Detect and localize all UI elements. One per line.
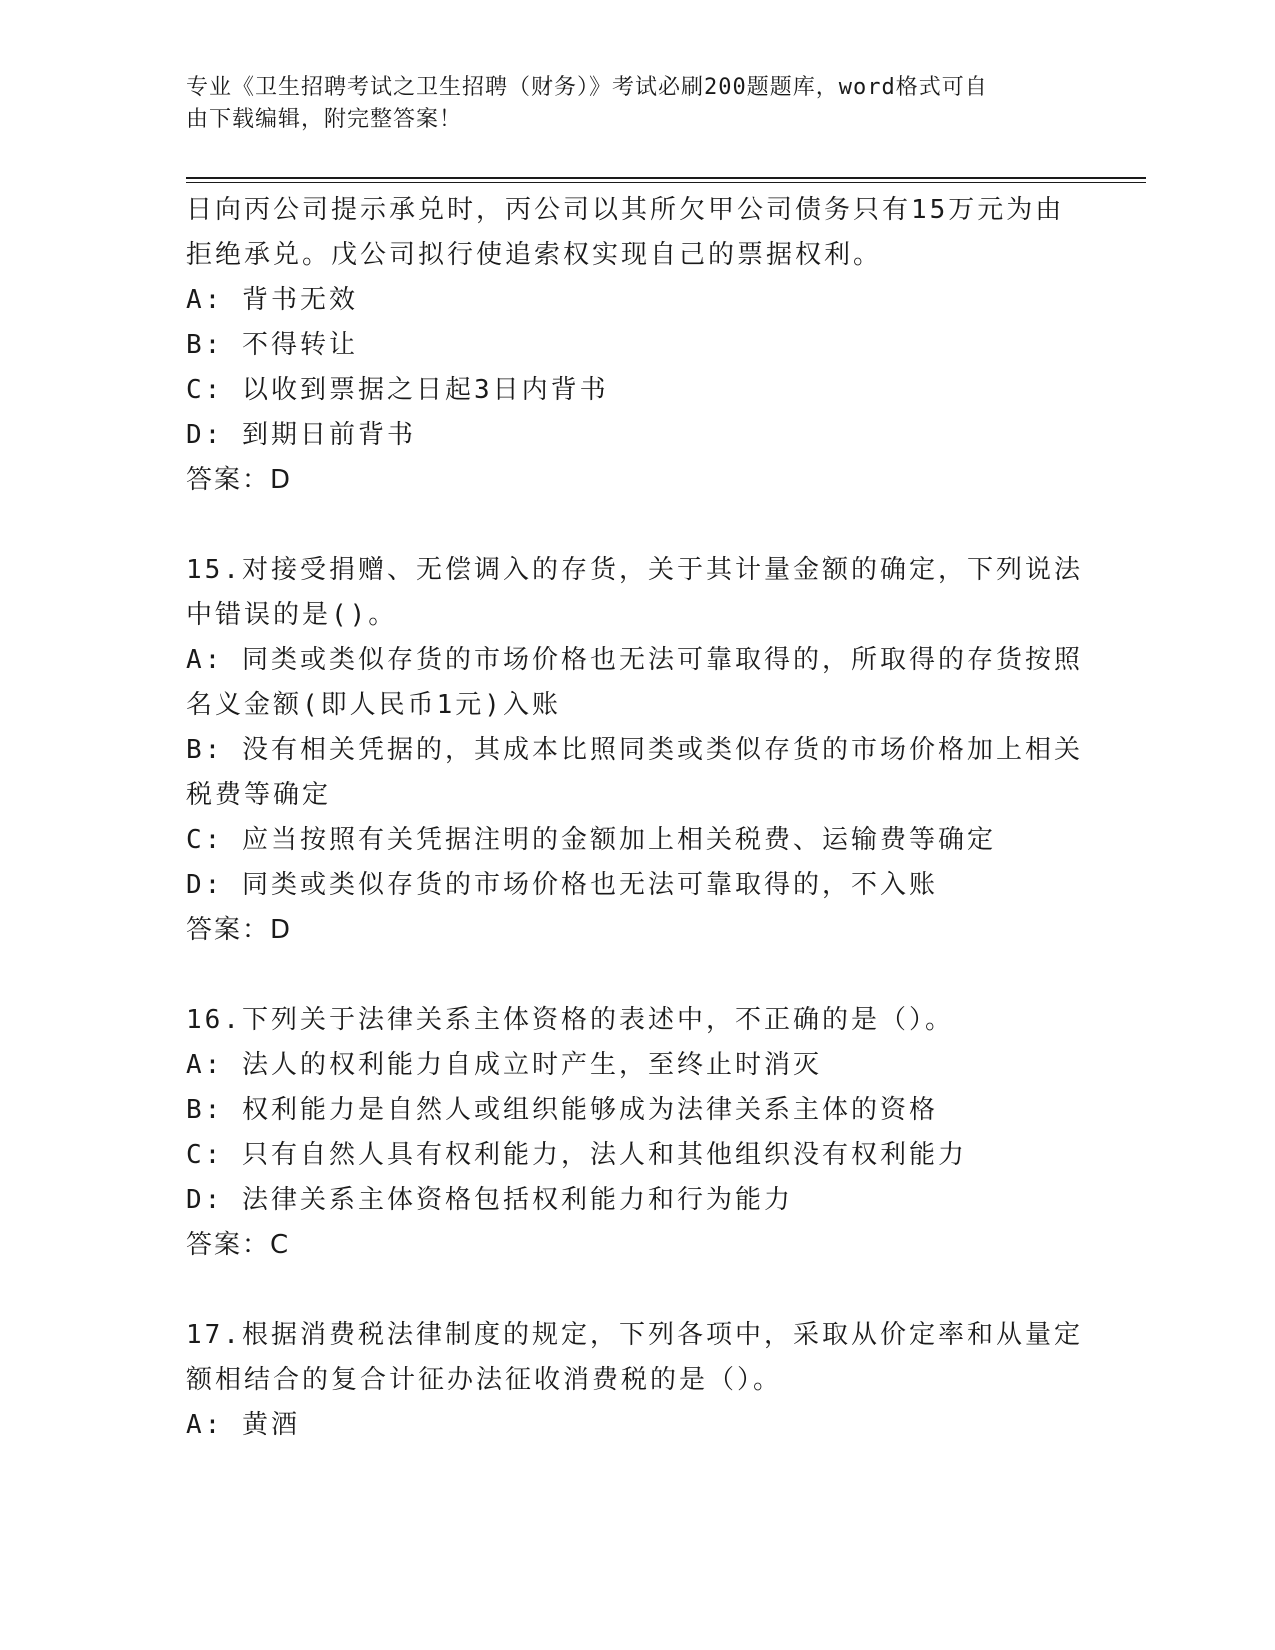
- header-title-line-1: 专业《卫生招聘考试之卫生招聘（财务）》考试必刷200题题库，word格式可自: [186, 75, 988, 100]
- header-title-line-2: 由下载编辑，附完整答案！: [186, 107, 463, 132]
- question-15-option-b-line-1: B: 没有相关凭据的，其成本比照同类或类似存货的市场价格加上相关: [186, 735, 1083, 765]
- question-14-option-d: D: 到期日前背书: [186, 420, 416, 450]
- question-17: [186, 1313, 1086, 1448]
- spacer: [186, 503, 1086, 548]
- spacer: [186, 953, 1086, 998]
- question-14-option-c: C: 以收到票据之日起3日内背书: [186, 375, 609, 405]
- question-15-option-c: C: 应当按照有关凭据注明的金额加上相关税费、运输费等确定: [186, 825, 996, 855]
- header-rule-thin: [186, 182, 1146, 183]
- spacer: [186, 1268, 1086, 1313]
- question-15-option-a-line-2: 名义金额(即人民币1元)入账: [186, 690, 561, 720]
- question-14-stem-line-2: 拒绝承兑。戊公司拟行使追索权实现自己的票据权利。: [186, 240, 883, 270]
- question-17-stem-line-1: 17.根据消费税法律制度的规定，下列各项中，采取从价定率和从量定: [186, 1320, 1083, 1350]
- question-16-option-c: C: 只有自然人具有权利能力，法人和其他组织没有权利能力: [186, 1140, 967, 1170]
- question-15-answer: 答案：D: [186, 915, 293, 945]
- question-16-option-b: B: 权利能力是自然人或组织能够成为法律关系主体的资格: [186, 1095, 938, 1125]
- question-15-option-d: D: 同类或类似存货的市场价格也无法可靠取得的，不入账: [186, 870, 938, 900]
- question-15-option-a-line-1: A: 同类或类似存货的市场价格也无法可靠取得的，所取得的存货按照: [186, 645, 1083, 675]
- question-15-stem-line-1: 15.对接受捐赠、无偿调入的存货，关于其计量金额的确定，下列说法: [186, 555, 1083, 585]
- question-15: [186, 548, 1086, 953]
- question-14-option-b: B: 不得转让: [186, 330, 358, 360]
- question-16: [186, 998, 1086, 1268]
- question-14-stem-line-1: 日向丙公司提示承兑时，丙公司以其所欠甲公司债务只有15万元为由: [186, 195, 1065, 225]
- question-17-stem-line-2: 额相结合的复合计征办法征收消费税的是（）。: [186, 1365, 783, 1395]
- question-15-stem-line-2: 中错误的是()。: [186, 600, 398, 630]
- question-17-option-a: A: 黄酒: [186, 1410, 300, 1440]
- question-16-answer: 答案：C: [186, 1230, 291, 1260]
- question-14-answer: 答案：D: [186, 465, 293, 495]
- question-15-option-b-line-2: 税费等确定: [186, 780, 332, 810]
- question-16-stem: 16.下列关于法律关系主体资格的表述中，不正确的是（）。: [186, 1005, 954, 1035]
- document-body: [186, 188, 1086, 1448]
- header-rule-thick: [186, 177, 1146, 179]
- question-14: [186, 188, 1086, 503]
- question-14-option-a: A: 背书无效: [186, 285, 358, 315]
- document-header: [186, 72, 1066, 136]
- question-16-option-a: A: 法人的权利能力自成立时产生，至终止时消灭: [186, 1050, 822, 1080]
- question-16-option-d: D: 法律关系主体资格包括权利能力和行为能力: [186, 1185, 793, 1215]
